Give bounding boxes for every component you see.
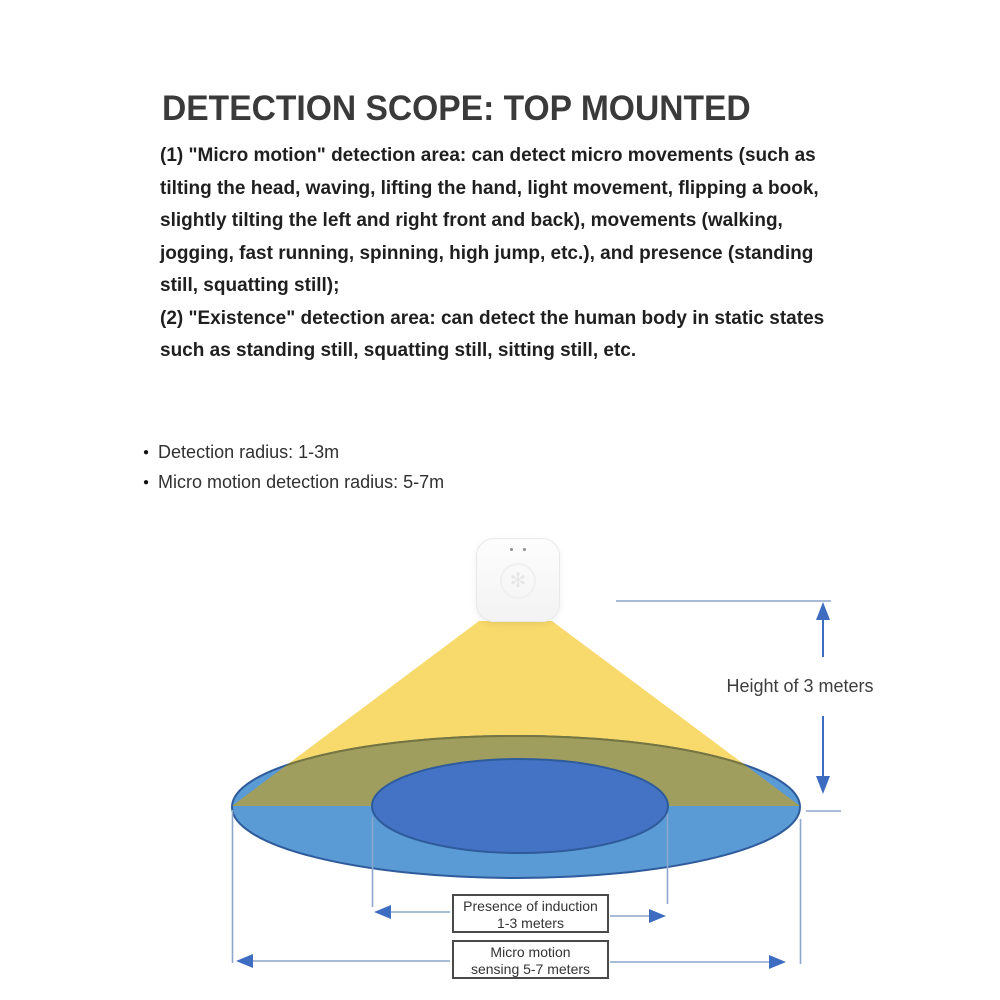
presence-right-arrow-icon bbox=[649, 909, 666, 923]
list-item bbox=[143, 438, 743, 468]
micro-left-arrow-icon bbox=[236, 954, 253, 968]
micro-measure-line1: Micro motion bbox=[490, 944, 571, 960]
page-title: DETECTION SCOPE: TOP MOUNTED bbox=[162, 89, 751, 129]
bullet-icon: ● bbox=[143, 476, 150, 488]
bullet-icon: ● bbox=[143, 447, 150, 458]
micro-measure-box bbox=[452, 940, 609, 979]
description-text bbox=[160, 140, 832, 368]
description-item-2: (2) "Existence" detection area: can detect the human body in static states such as standing still, squatting still, sitting still, etc. bbox=[160, 307, 825, 361]
detection-radius-label: Detection radius: 1-3m bbox=[158, 442, 340, 462]
spec-bullet-list bbox=[143, 438, 743, 497]
detection-scope-diagram bbox=[0, 530, 1000, 1000]
presence-measure-line2: 1-3 meters bbox=[497, 914, 564, 931]
height-arrow-up-icon bbox=[816, 602, 830, 620]
micro-motion-radius-label: Micro motion detection radius: 5-7m bbox=[158, 471, 445, 492]
presence-left-arrow-icon bbox=[374, 905, 391, 919]
indicator-dot bbox=[523, 548, 526, 551]
presence-area-ellipse bbox=[372, 759, 668, 853]
description-item-1: (1) "Micro motion" detection area: can detect micro movements (such as tilting the head, waving, lifting the hand, light movement, flipping a book, slightly tilting the left and right front and back), movements (walking, jogging, fast running, spinning, high jump, etc.), and presence (standing still, squatting still); bbox=[160, 145, 819, 296]
height-arrow-down-icon bbox=[816, 776, 830, 794]
list-item bbox=[143, 468, 743, 498]
sensor-device bbox=[476, 538, 560, 622]
presence-measure-box bbox=[452, 894, 609, 933]
indicator-dots bbox=[477, 548, 559, 551]
height-label: Height of 3 meters bbox=[726, 676, 874, 696]
micro-right-arrow-icon bbox=[769, 955, 786, 969]
sensor-logo-icon: ✻ bbox=[500, 563, 536, 599]
presence-measure-line1: Presence of induction bbox=[463, 898, 598, 914]
micro-measure-line2: sensing 5-7 meters bbox=[470, 960, 591, 977]
indicator-dot bbox=[510, 548, 513, 551]
